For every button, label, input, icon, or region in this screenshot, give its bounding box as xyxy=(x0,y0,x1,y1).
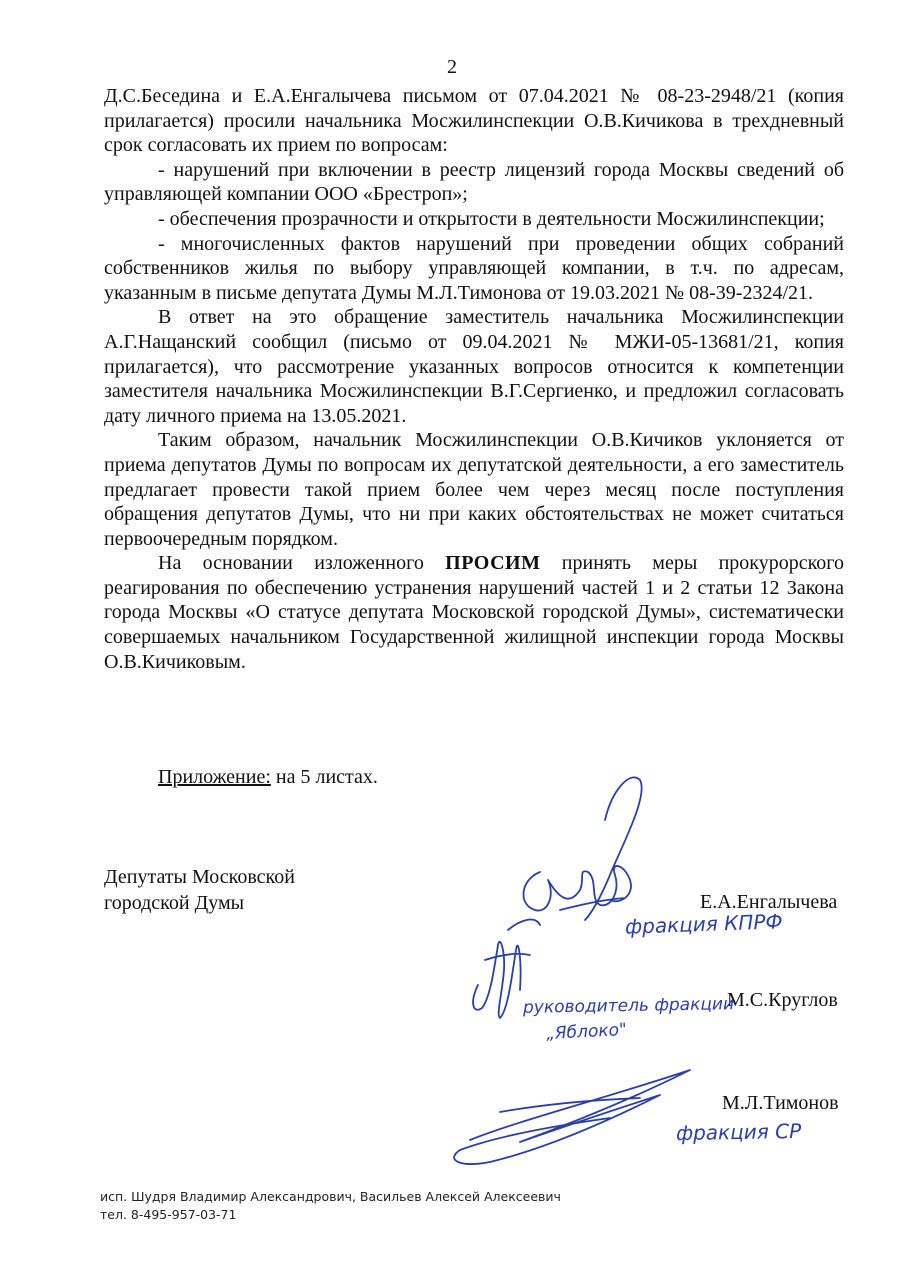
attachment-label: Приложение: xyxy=(158,766,271,788)
list-item-license-registry: - нарушений при включении в реестр лицензий города Москвы сведений об управляющей компании ООО «Брестроп»; xyxy=(104,158,844,206)
signers-title xyxy=(104,864,295,916)
signature-timonov xyxy=(454,1070,690,1164)
handwritten-note-yabloko: „Яблоко" xyxy=(545,1019,628,1045)
request-keyword: ПРОСИМ xyxy=(445,552,541,575)
list-item-transparency: - обеспечения прозрачности и открытости в деятельности Мосжилинспекции; xyxy=(158,207,825,230)
paragraph-conclusion: Таким образом, начальник Мосжилинспекции О.В.Кичиков уклоняется от приема депутатов Думы по вопросам их депутатской деятельности, а его заместитель предлагает провести такой прием более чем через месяц после поступления обращения депутатов Думы, что ни при каких обстоятельствах не может считаться первоочередным порядком. xyxy=(104,429,844,550)
signer-engalycheva: Е.А.Енгалычева xyxy=(700,891,838,913)
handwritten-note-kprf: фракция КПРФ xyxy=(624,909,784,939)
footer-phone: тел. 8-495-957-03-71 xyxy=(100,1207,237,1222)
attachment-text: на 5 листах. xyxy=(270,766,378,788)
footer-executors: исп. Шудря Владимир Александрович, Васильев Алексей Алексеевич xyxy=(100,1189,561,1204)
request-intro: На основании изложенного xyxy=(158,552,446,575)
paragraph-response: В ответ на это обращение заместитель начальника Мосжилинспекции А.Г.Нащанский сообщил (письмо от 09.04.2021 № МЖИ-05-13681/21, копия прилагается), что рассмотрение указанных вопросов относится к компетенции заместителя начальника Мосжилинспекции В.Г.Сергиенко, и предложил согласовать дату личного приема на 13.05.2021. xyxy=(104,306,844,427)
paragraph-request xyxy=(104,551,844,674)
list-item-meeting-violations: - многочисленных фактов нарушений при проведении общих собраний собственников жилья по выбору управляющей компании, в т.ч. по адресам, указанным в письме депутата Думы М.Л.Тимонова от 19.03.2021 № 08-39-2324/21. xyxy=(104,232,844,304)
signers-title-line-1: Депутаты Московской xyxy=(104,866,295,888)
signature-engalycheva xyxy=(524,777,642,920)
page-number: 2 xyxy=(447,56,457,78)
footer-contacts xyxy=(100,1188,561,1224)
handwritten-note-sr: фракция СР xyxy=(675,1118,802,1146)
handwritten-note-faction-head: руководитель фракции xyxy=(522,994,735,1018)
letter-body xyxy=(104,84,844,674)
signer-kruglov: М.С.Круглов xyxy=(727,989,838,1011)
request-body: принять меры прокурорского реагирования по обеспечению устранения нарушений частей 1 и 2 статьи 12 Закона города Москвы «О статусе депутата Московской городской Думы», систематически совершаемых начальником Государственной жилищной инспекции города Москвы О.В.Кичиковым. xyxy=(104,552,844,673)
attachment-note xyxy=(158,766,378,789)
signer-timonov: М.Л.Тимонов xyxy=(722,1092,839,1114)
signers-title-line-2: городской Думы xyxy=(104,892,245,914)
paragraph-request-context: Д.С.Беседина и Е.А.Енгалычева письмом от 07.04.2021 № 08-23-2948/21 (копия прилагается) просили начальника Мосжилинспекции О.В.Кичикова в трехдневный срок согласовать их прием по вопросам: xyxy=(104,85,844,157)
